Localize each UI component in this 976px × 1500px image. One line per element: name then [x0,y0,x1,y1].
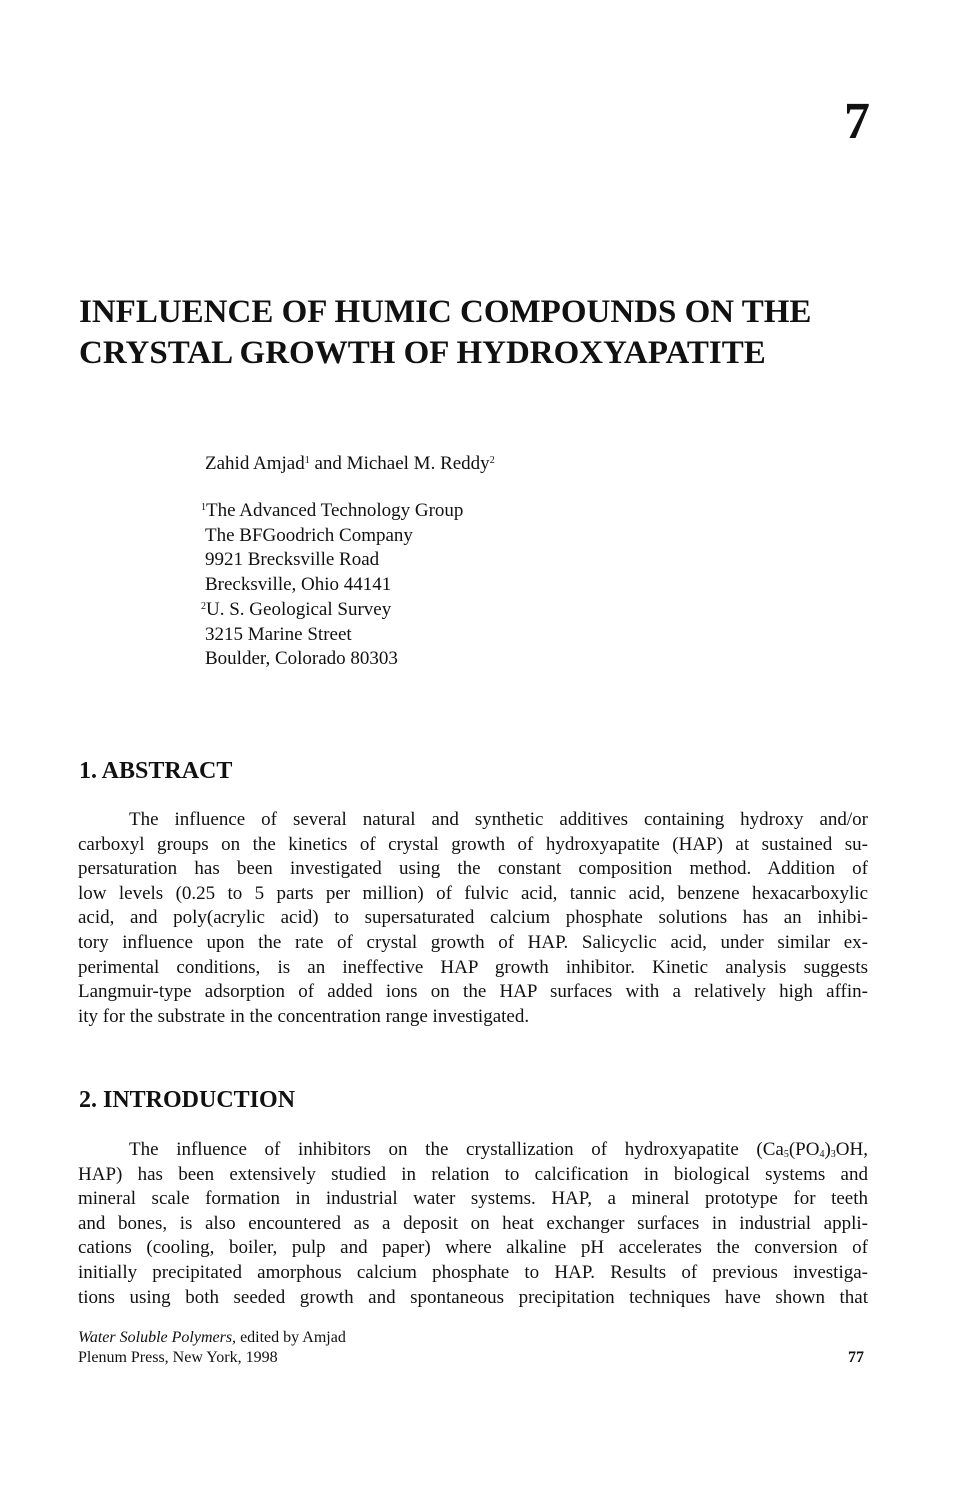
author-name-1: Zahid Amjad [205,453,305,474]
affiliation-2-line [201,598,463,623]
author-list [205,452,495,476]
affiliations [201,499,463,672]
abstract-line: Langmuir-type adsorption of added ions on the HAP surfaces with a relatively high affin- [78,981,868,1003]
affiliation-1-line: 9921 Brecksville Road [205,549,380,571]
footer-publisher-row [78,1348,868,1368]
author-name-2: Michael M. Reddy [346,453,490,474]
footer-citation [78,1328,868,1348]
author-affiliation-mark-1: 1 [304,455,310,466]
abstract-paragraph [78,808,868,1029]
section-heading-abstract: 1. ABSTRACT [79,758,233,784]
paper-title [79,292,879,374]
introduction-line: HAP) has been extensively studied in relation to calcification in biological systems and [78,1163,868,1185]
introduction-line: cations (cooling, boiler, pulp and paper) where alkaline pH accelerates the conversion of [78,1237,868,1259]
title-line-1: INFLUENCE OF HUMIC COMPOUNDS ON THE [79,294,812,330]
abstract-line: low levels (0.25 to 5 parts per million) of fulvic acid, tannic acid, benzene hexacarboxylic [78,882,868,904]
affiliation-1-line: Brecksville, Ohio 44141 [205,574,392,596]
affiliation-2-name: U. S. Geological Survey [206,598,392,620]
affiliation-mark-2: 2 [201,600,206,612]
affiliation-2-line: 3215 Marine Street [205,623,352,645]
section-heading-introduction: 2. INTRODUCTION [79,1087,296,1113]
chapter-number: 7 [844,93,870,150]
abstract-line: tory influence upon the rate of crystal growth of HAP. Salicyclic acid, under similar ex- [78,931,868,953]
intro-text: OH, [835,1139,868,1160]
abstract-line: The influence of several natural and synthetic additives containing hydroxy and/or [129,809,868,830]
introduction-line: tions using both seeded growth and spontaneous precipitation techniques have shown that [78,1286,868,1308]
publisher: Plenum Press, New York, 1998 [78,1349,278,1366]
chem-subscript: 5 [783,1149,789,1160]
chem-subscript: 4 [819,1149,825,1160]
title-line-2: CRYSTAL GROWTH OF HYDROXYAPATITE [79,335,766,371]
affiliation-1-line: The BFGoodrich Company [205,524,413,546]
intro-text: ) [824,1139,831,1160]
introduction-line [78,1138,868,1163]
author-connector: and [309,453,347,474]
abstract-line: acid, and poly(acrylic acid) to supersaturated calcium phosphate solutions has an inhibi- [78,907,868,929]
introduction-line: initially precipitated amorphous calcium phosphate to HAP. Results of previous investiga- [78,1261,868,1283]
edited-by: edited by Amjad [236,1329,346,1346]
abstract-line: ity for the substrate in the concentration range investigated. [78,1005,530,1027]
affiliation-mark-1: 1 [201,502,206,513]
page-footer [78,1328,868,1368]
abstract-line: perimental conditions, is an ineffective HAP growth inhibitor. Kinetic analysis suggests [78,956,868,978]
author-affiliation-mark-2: 2 [489,455,495,466]
affiliation-2-line: Boulder, Colorado 80303 [205,648,398,670]
introduction-paragraph [78,1138,868,1310]
affiliation-1-line [201,499,463,524]
intro-text: The influence of inhibitors on the crystallization of hydroxyapatite (Ca [129,1139,784,1160]
introduction-line: mineral scale formation in industrial water systems. HAP, a mineral prototype for teeth [78,1188,868,1210]
introduction-line: and bones, is also encountered as a deposit on heat exchanger surfaces in industrial appli- [78,1212,868,1234]
chem-subscript: 3 [830,1149,836,1160]
page-number: 77 [848,1349,864,1366]
book-title: Water Soluble Polymers, [78,1329,237,1346]
abstract-line: persaturation has been investigated using the constant composition method. Addition of [78,858,868,880]
affiliation-1-name: The Advanced Technology Group [206,500,464,521]
abstract-line: carboxyl groups on the kinetics of crystal growth of hydroxyapatite (HAP) at sustained su- [78,833,868,855]
intro-text: (PO [788,1139,820,1160]
